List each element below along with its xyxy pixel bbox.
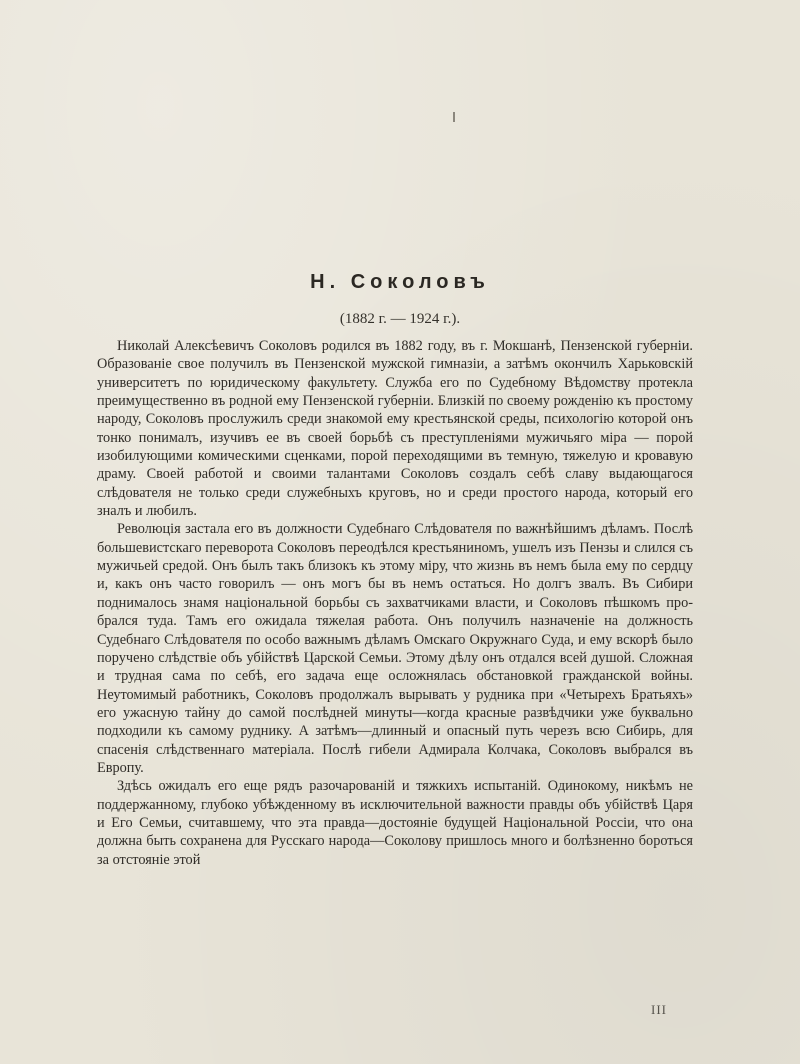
paragraph: Здѣсь ожидалъ его еще рядъ разочарованій и тяжкихъ испытаній. Одинокому, никѣмъ не поддержанному, глубоко убѣжденному въ исключительной важности правды объ убійствѣ Царя и Его Семьи, считавшему, что эта правда—достояніе будущей Національной Россіи, что она должна быть сохранена для Русскаго народа—Соколову пришлось много и болѣзненно бороться за отстояніе этой [97,778,693,868]
paragraph: Революція застала его въ должности Судебнаго Слѣдователя по важнѣйшимъ дѣламъ. Послѣ большевистскаго переворота Соколовъ переодѣлся крестьяниномъ, ушелъ изъ Пензы и слился съ мужичьей средой. Онъ былъ такъ близокъ къ этому міру, что жизнь въ немъ была ему по сердцу и, какъ онъ часто говорилъ — онъ могъ бы въ немъ остаться. Но долгъ звалъ. Въ Сибири поднималось знамя національной борьбы съ захватчиками власти, и Соколовъ пѣшкомъ пробрался туда. Тамъ его ожидала тяжелая работа. Онъ получилъ назначеніе на должность Судебнаго Слѣдователя по особо важнымъ дѣламъ Омскаго Окружнаго Суда, и ему вскорѣ было поручено слѣдствіе объ убійствѣ Царской Семьи. Этому дѣлу онъ отдался всей душой. Сложная и трудная сама по себѣ, его задача еще осложнялась обстановкой гражданской войны. Неутомимый работникъ, Соколовъ продолжалъ вырывать у рудника при «Четырехъ Братьяхъ» его ужасную тайну до самой послѣдней минуты—когда красные развѣдчики уже буквально подходили къ самому руднику. А затѣмъ—длинный и опасный путь черезъ всю Сибирь, для спасенія слѣдственнаго матеріала. Послѣ гибели Адмирала Колчака, Соколовъ выбрался въ Европу. [97,521,693,776]
print-mark [453,112,455,122]
paragraph: Николай Алексѣевичъ Соколовъ родился въ 1882 году, въ г. Мокшанѣ, Пензенской губерніи. Образованіе свое получилъ въ Пензенской мужской гимназіи, а затѣмъ окончилъ Харьковскій университетъ по юридическому факультету. Служба его по Судебному Вѣдомству протекла преимущественно въ родной ему Пензенской губерніи. Близкій по своему рожденію къ простому народу, Соколовъ прослужилъ среди знакомой ему крестьянской среды, психологію которой онъ тонко понималъ, изучивъ ее въ своей борьбѣ съ преступленіями мужичьяго міра — порой изобилующими комическими сценками, порой переходящими въ темную, тяжелую и кровавую драму. Своей работой и своими талантами Соколовъ создалъ себѣ славу выдающагося слѣдователя не только среди служебныхъ круговъ, но и среди простого народа, который его зналъ и любилъ. [97,338,693,520]
article-body [97,337,693,869]
page-title: Н. Соколовъ [310,271,490,293]
life-dates: (1882 г. — 1924 г.). [339,311,461,327]
page-number: III [651,1002,667,1017]
